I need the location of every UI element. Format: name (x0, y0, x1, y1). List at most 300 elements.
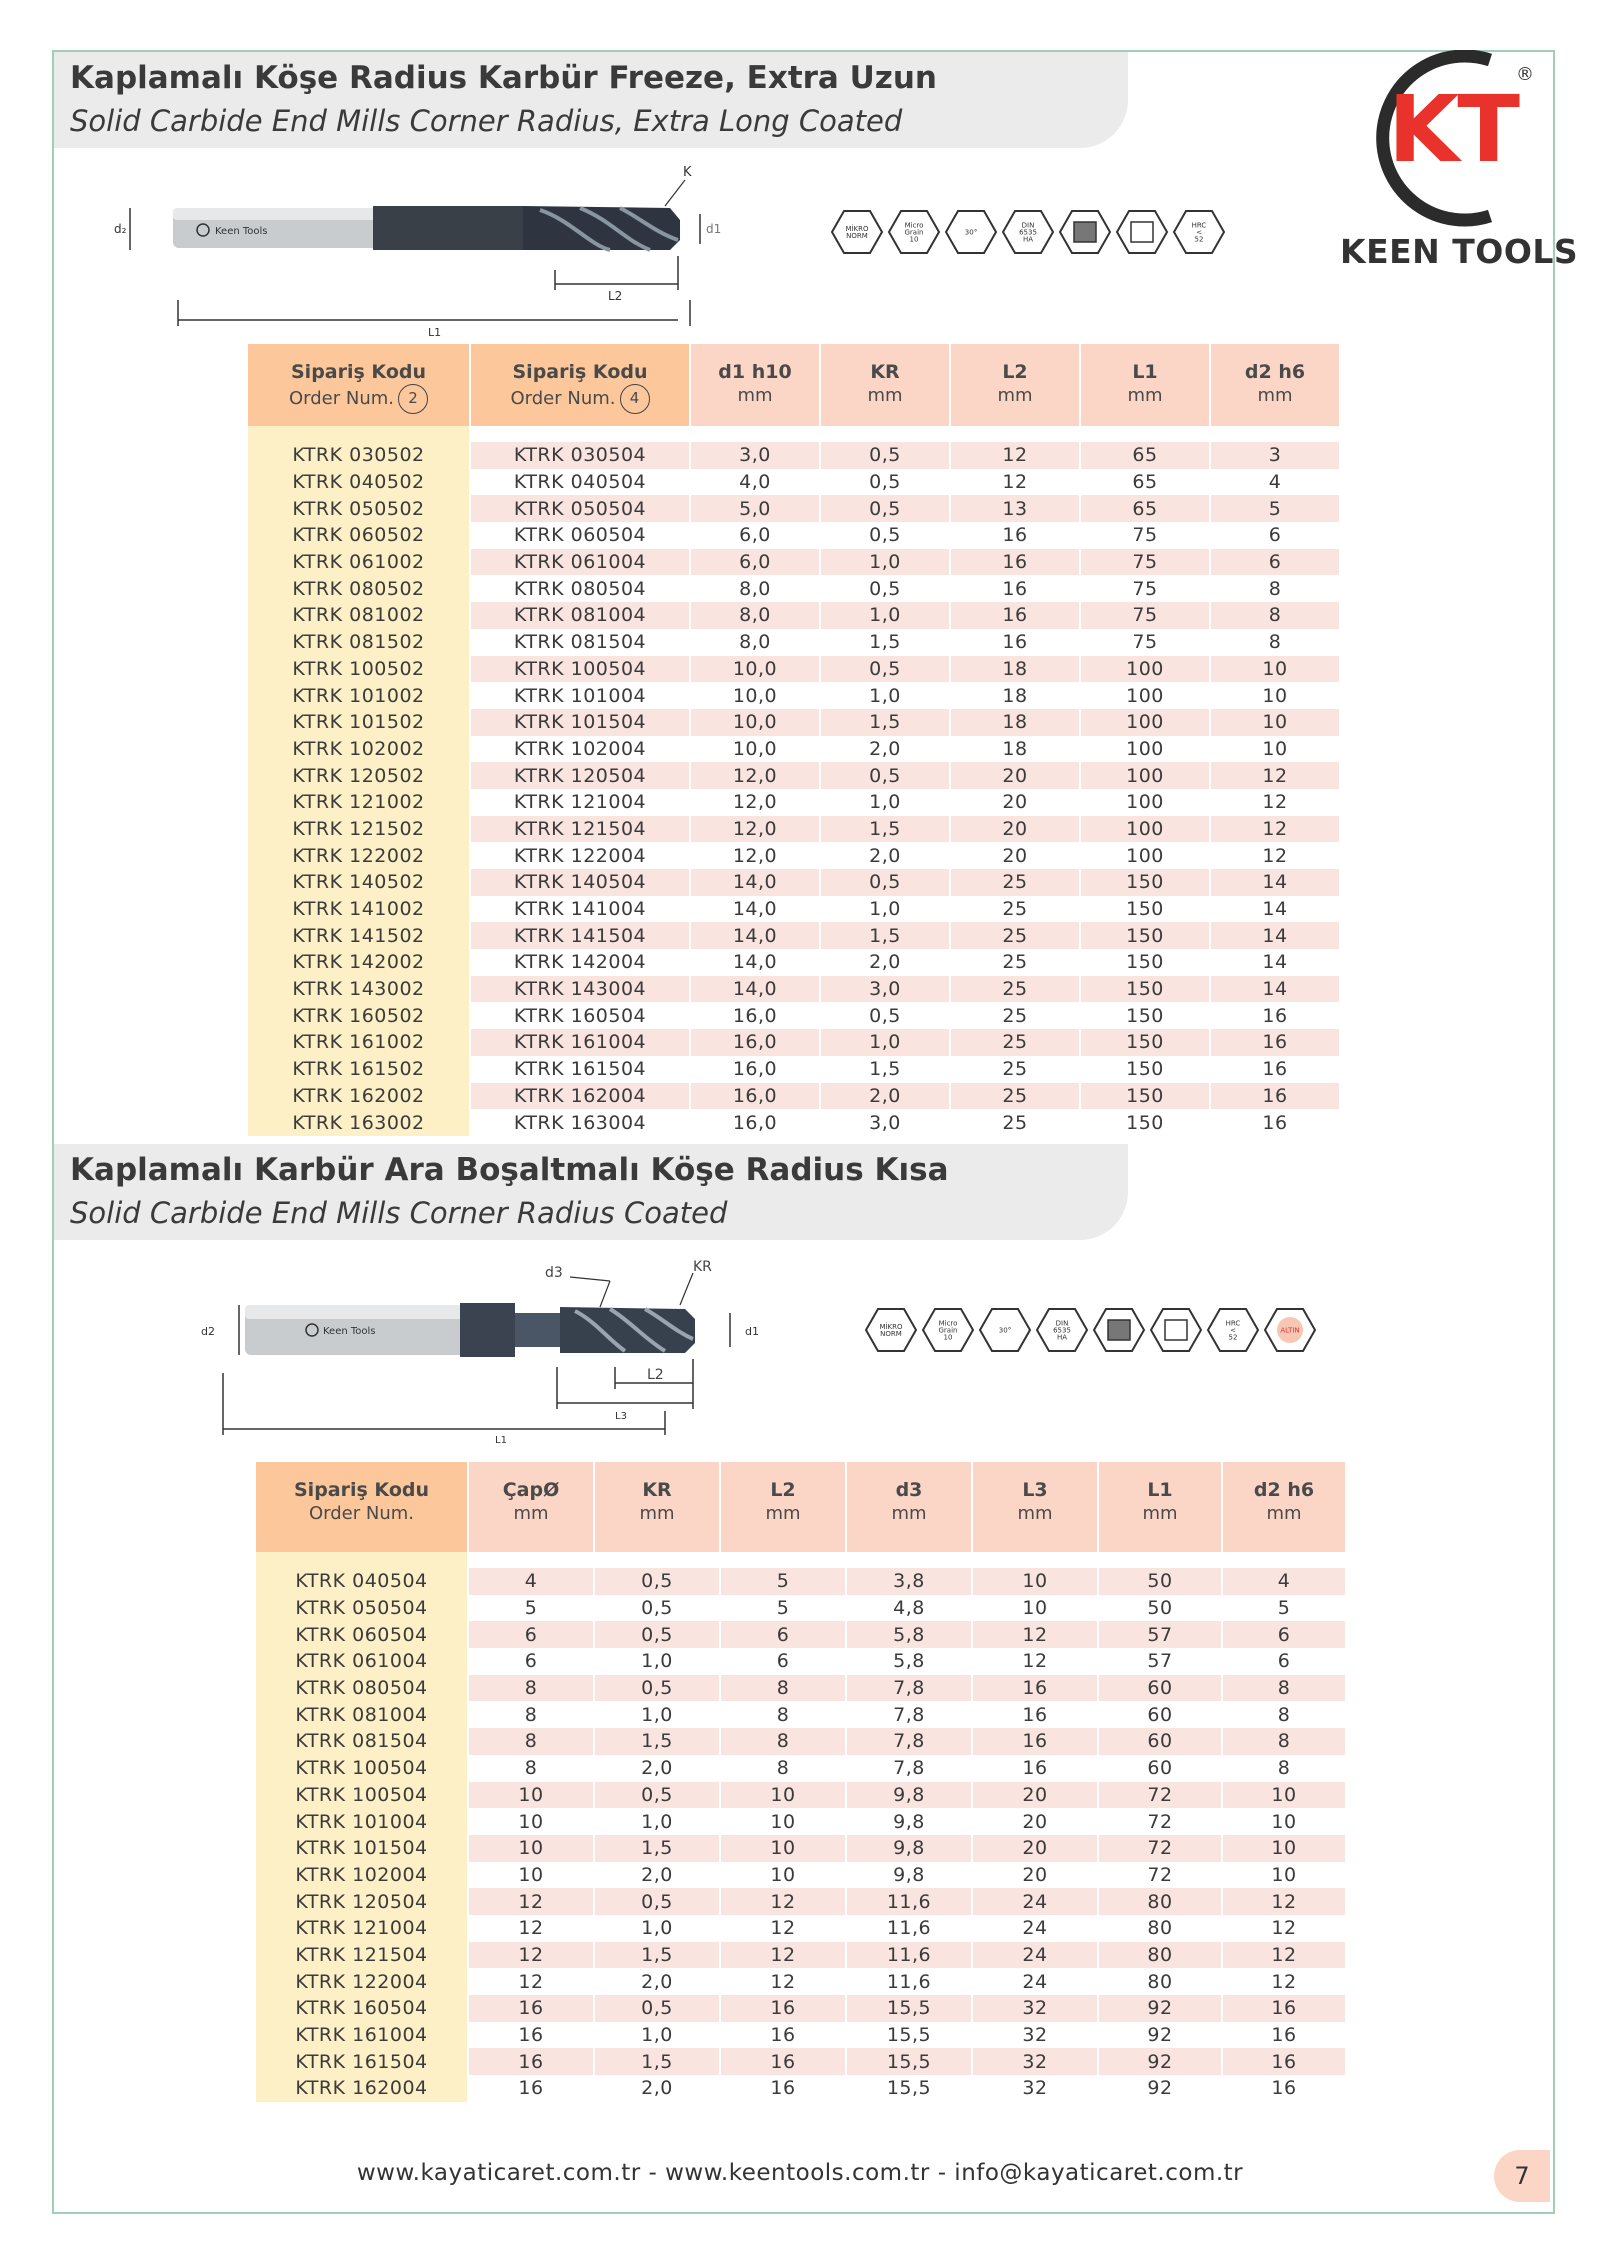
column-header-sub: mm (737, 385, 773, 406)
section1-title-en: Solid Carbide End Mills Corner Radius, Extra Long Coated (70, 104, 903, 138)
table-cell: 5,8 (846, 1621, 972, 1648)
column-header (950, 344, 1080, 426)
column-header-sub: mm (1017, 1503, 1053, 1524)
table-cell: 80 (1098, 1968, 1222, 1995)
table-cell: 25 (950, 1029, 1080, 1056)
page-number: 7 (1494, 2150, 1550, 2202)
table-cell: KTRK 060504 (470, 522, 690, 549)
table-cell: KTRK 141502 (248, 922, 470, 949)
table-cell: KTRK 100502 (248, 656, 470, 683)
table-cell: KTRK 061002 (248, 549, 470, 576)
table-cell: KTRK 101004 (256, 1808, 468, 1835)
table-row (256, 1968, 1346, 1995)
section2-title-tr: Kaplamalı Karbür Ara Boşaltmalı Köşe Radius Kısa (70, 1152, 949, 1188)
table-cell: 10 (468, 1782, 594, 1809)
table-row (256, 1995, 1346, 2022)
table-row (256, 1782, 1346, 1809)
column-header-unit (595, 1502, 719, 1526)
table-cell: 25 (950, 1002, 1080, 1029)
table-cell: 100 (1080, 816, 1210, 843)
column-header-sub: mm (1127, 385, 1163, 406)
table-cell: 1,5 (820, 1056, 950, 1083)
table-cell: 10 (468, 1862, 594, 1889)
table-cell: KTRK 121504 (470, 816, 690, 843)
table-cell: 16 (1222, 2022, 1346, 2049)
table-row (248, 602, 1340, 629)
table-cell: 1,5 (594, 1942, 720, 1969)
feature-icon-label: 10 (909, 235, 919, 244)
table-cell: KTRK 160504 (470, 1002, 690, 1029)
registered-mark: ® (1516, 64, 1534, 85)
table-cell: 24 (972, 1968, 1098, 1995)
feature-icon-label: 6535 (1053, 1326, 1071, 1335)
table-row (256, 1808, 1346, 1835)
table-cell: 1,0 (820, 549, 950, 576)
feature-hexagon-icon (830, 208, 884, 256)
table-cell: 15,5 (846, 2022, 972, 2049)
section2-spec-table (256, 1462, 1347, 2102)
table-cell: 0,5 (594, 1888, 720, 1915)
section1-feature-icons (830, 208, 1226, 256)
table-cell: 8 (720, 1701, 846, 1728)
table-cell: 20 (972, 1862, 1098, 1889)
feature-icon-label: < (1196, 228, 1202, 237)
table-row (256, 1862, 1346, 1889)
table-cell: KTRK 040504 (470, 469, 690, 496)
table-cell: 32 (972, 1995, 1098, 2022)
table-cell: 14,0 (690, 976, 820, 1003)
label-d3: d3 (545, 1265, 563, 1281)
table-cell: 1,5 (820, 709, 950, 736)
table-cell: 1,0 (594, 1648, 720, 1675)
table-cell: 16 (720, 2048, 846, 2075)
table-cell: 92 (1098, 2048, 1222, 2075)
table-row (248, 949, 1340, 976)
table-cell: 25 (950, 1056, 1080, 1083)
table-cell: 1,0 (820, 602, 950, 629)
label-l3: L3 (615, 1411, 627, 1422)
table-cell: 8 (1222, 1755, 1346, 1782)
shank-text: Keen Tools (215, 226, 268, 237)
table-cell: 16 (972, 1755, 1098, 1782)
feature-hexagon-icon (1263, 1306, 1317, 1354)
table-cell: KTRK 121002 (248, 789, 470, 816)
table-row (256, 1915, 1346, 1942)
table-cell: KTRK 161004 (470, 1029, 690, 1056)
column-header-sub: mm (891, 1503, 927, 1524)
column-header-sub: mm (1257, 385, 1293, 406)
feature-hexagon-icon (864, 1306, 918, 1354)
table-cell: 10 (1210, 709, 1340, 736)
feature-icon-label: NORM (846, 232, 868, 240)
table-cell: 12 (1210, 789, 1340, 816)
table-cell: 100 (1080, 656, 1210, 683)
table-cell: 16 (950, 629, 1080, 656)
table-cell: 0,5 (820, 495, 950, 522)
table-row (256, 1728, 1346, 1755)
feature-icon-label: Grain (904, 228, 924, 237)
table-cell: 5 (1222, 1595, 1346, 1622)
table-cell: 14 (1210, 949, 1340, 976)
table-cell: 3,0 (820, 1109, 950, 1136)
table-cell: 12 (972, 1621, 1098, 1648)
table-cell: 10,0 (690, 682, 820, 709)
table-cell: 2,0 (820, 949, 950, 976)
column-header-label: L1 (1132, 361, 1158, 383)
table-cell: 72 (1098, 1808, 1222, 1835)
table-cell: 12 (972, 1648, 1098, 1675)
table-cell: KTRK 161504 (256, 2048, 468, 2075)
table-cell: KTRK 101504 (470, 709, 690, 736)
table-row (256, 1835, 1346, 1862)
table-cell: KTRK 060504 (256, 1621, 468, 1648)
table-cell: 92 (1098, 2022, 1222, 2049)
table-cell: 100 (1080, 789, 1210, 816)
table-cell: KTRK 141002 (248, 896, 470, 923)
table-cell: 2,0 (820, 1083, 950, 1110)
table-cell: 12 (468, 1968, 594, 1995)
table-cell: 20 (972, 1835, 1098, 1862)
table-row (248, 575, 1340, 602)
table-cell: 16 (720, 2022, 846, 2049)
feature-hexagon-icon (1149, 1306, 1203, 1354)
section1-title-band (54, 52, 1128, 148)
table-row (248, 869, 1340, 896)
table-cell: 12 (1222, 1968, 1346, 1995)
table-cell: 80 (1098, 1942, 1222, 1969)
table-cell: 11,6 (846, 1915, 972, 1942)
table-cell: KTRK 081504 (256, 1728, 468, 1755)
column-header-unit (973, 1502, 1097, 1526)
table-cell: KTRK 081502 (248, 629, 470, 656)
table-cell: 1,0 (594, 1915, 720, 1942)
table-cell: 9,8 (846, 1862, 972, 1889)
table-row (256, 1701, 1346, 1728)
label-k: K (683, 165, 692, 180)
table-cell: KTRK 080504 (470, 575, 690, 602)
column-header-label: Sipariş Kodu (291, 361, 426, 383)
feature-hexagon-icon (887, 208, 941, 256)
section1-tool-drawing (110, 160, 750, 340)
table-cell: 6 (1222, 1621, 1346, 1648)
table-cell: KTRK 122004 (256, 1968, 468, 1995)
table-cell: 8 (1210, 629, 1340, 656)
table-cell: 8,0 (690, 602, 820, 629)
table-cell: KTRK 101004 (470, 682, 690, 709)
feature-icon-label: Micro (904, 221, 924, 230)
table-cell: KTRK 161004 (256, 2022, 468, 2049)
feature-icon-label: HA (1022, 235, 1034, 244)
column-header-sub: Order Num. (308, 1503, 414, 1524)
table-row (256, 1621, 1346, 1648)
table-cell: KTRK 100504 (256, 1782, 468, 1809)
table-cell: 11,6 (846, 1888, 972, 1915)
table-cell: 4 (1222, 1568, 1346, 1595)
table-cell: KTRK 162004 (470, 1083, 690, 1110)
column-header-label: d3 (895, 1479, 923, 1501)
table-cell: 16 (468, 1995, 594, 2022)
table-row (248, 442, 1340, 469)
table-cell: 7,8 (846, 1755, 972, 1782)
table-cell: 7,8 (846, 1675, 972, 1702)
table-cell: KTRK 161502 (248, 1056, 470, 1083)
table-cell: 16,0 (690, 1029, 820, 1056)
column-header-unit (248, 384, 469, 414)
table-cell: 150 (1080, 1083, 1210, 1110)
column-header (248, 344, 470, 426)
keen-tools-logo (1340, 50, 1579, 280)
table-cell: 150 (1080, 1002, 1210, 1029)
section2-title-band (54, 1144, 1128, 1240)
table-cell: 10,0 (690, 656, 820, 683)
table-cell: 7,8 (846, 1701, 972, 1728)
table-cell: KTRK 140502 (248, 869, 470, 896)
table-cell: 14,0 (690, 896, 820, 923)
column-header-sub: Order Num. (510, 388, 616, 409)
table-cell: 8 (720, 1755, 846, 1782)
shank-text-2: Keen Tools (323, 1326, 376, 1337)
column-header-label: L3 (1022, 1479, 1048, 1501)
table-cell: 57 (1098, 1648, 1222, 1675)
table-cell: 4 (468, 1568, 594, 1595)
feature-hexagon-icon (1058, 208, 1112, 256)
table-cell: 18 (950, 709, 1080, 736)
section1-title-tr: Kaplamalı Köşe Radius Karbür Freeze, Extra Uzun (70, 60, 937, 96)
table-cell: 100 (1080, 682, 1210, 709)
table-cell: 4,8 (846, 1595, 972, 1622)
table-row (248, 842, 1340, 869)
table-cell: KTRK 081002 (248, 602, 470, 629)
table-cell: 60 (1098, 1728, 1222, 1755)
table-cell: 12 (720, 1942, 846, 1969)
table-cell: 16 (950, 575, 1080, 602)
table-row (256, 2048, 1346, 2075)
table-cell: 6 (1222, 1648, 1346, 1675)
table-cell: 1,0 (820, 896, 950, 923)
table-cell: KTRK 120502 (248, 762, 470, 789)
table-row (248, 522, 1340, 549)
table-cell: KTRK 050502 (248, 495, 470, 522)
footer-contact: www.kayaticaret.com.tr - www.keentools.com.tr - info@kayaticaret.com.tr (356, 2160, 1244, 2186)
feature-icon-label: ALTIN (1280, 1326, 1300, 1335)
table-row (248, 469, 1340, 496)
table-cell: 16 (1210, 1002, 1340, 1029)
table-cell: 20 (950, 762, 1080, 789)
table-cell: KTRK 101504 (256, 1835, 468, 1862)
table-cell: KTRK 081004 (470, 602, 690, 629)
table-cell: 1,5 (594, 1728, 720, 1755)
feature-icon-label: 10 (943, 1333, 953, 1342)
column-header-unit (1223, 1502, 1345, 1526)
table-cell: 25 (950, 1109, 1080, 1136)
table-cell: KTRK 143004 (470, 976, 690, 1003)
table-cell: 14 (1210, 896, 1340, 923)
table-cell: KTRK 102004 (256, 1862, 468, 1889)
table-cell: KTRK 080502 (248, 575, 470, 602)
table-cell: 2,0 (594, 2075, 720, 2102)
table-cell: KTRK 160504 (256, 1995, 468, 2022)
column-header-unit (256, 1502, 467, 1526)
label-d2: d₂ (114, 222, 127, 236)
table-row (248, 1109, 1340, 1136)
label-d1: d1 (706, 222, 722, 236)
label-l1: L1 (428, 326, 442, 339)
table-cell: 10 (720, 1862, 846, 1889)
table-cell: 16 (468, 2022, 594, 2049)
table-row (248, 736, 1340, 763)
table-row (248, 922, 1340, 949)
table-cell: 15,5 (846, 2075, 972, 2102)
table-cell: 0,5 (820, 575, 950, 602)
feature-hexagon-icon (921, 1306, 975, 1354)
table-cell: KTRK 121004 (470, 789, 690, 816)
table-cell: 0,5 (594, 1595, 720, 1622)
table-cell: 80 (1098, 1915, 1222, 1942)
table-cell: 0,5 (820, 442, 950, 469)
column-header-unit (1099, 1502, 1221, 1526)
section1-spec-table (248, 344, 1341, 1136)
column-header-unit (469, 1502, 593, 1526)
table-cell: 24 (972, 1915, 1098, 1942)
table-cell: KTRK 121502 (248, 816, 470, 843)
table-cell: 100 (1080, 842, 1210, 869)
table-row (256, 1595, 1346, 1622)
table-cell: 10 (720, 1808, 846, 1835)
column-header-sub: Order Num. (288, 388, 394, 409)
table-cell: 12 (950, 442, 1080, 469)
table-cell: KTRK 122004 (470, 842, 690, 869)
table-cell: 1,5 (820, 816, 950, 843)
table-cell: 25 (950, 869, 1080, 896)
table-cell: 12 (468, 1915, 594, 1942)
table-cell: 8 (1222, 1675, 1346, 1702)
table-cell: 14,0 (690, 869, 820, 896)
table-row (256, 1755, 1346, 1782)
table-cell: 8 (1222, 1701, 1346, 1728)
feature-icon-label: DIN (1055, 1319, 1069, 1328)
column-header-sub: mm (513, 1503, 549, 1524)
table-cell: KTRK 121004 (256, 1915, 468, 1942)
table-cell: 8 (720, 1675, 846, 1702)
table-cell: 25 (950, 976, 1080, 1003)
column-header-unit (721, 1502, 845, 1526)
table-cell: 1,0 (820, 789, 950, 816)
table-cell: KTRK 163004 (470, 1109, 690, 1136)
table-cell: 150 (1080, 869, 1210, 896)
table-cell: 20 (972, 1782, 1098, 1809)
feature-icon-label: 6535 (1019, 228, 1037, 237)
table-cell: 3,8 (846, 1568, 972, 1595)
table-cell: 75 (1080, 549, 1210, 576)
table-cell: 10 (1222, 1808, 1346, 1835)
table-cell: 100 (1080, 736, 1210, 763)
table-cell: 92 (1098, 1995, 1222, 2022)
table-cell: 10 (972, 1568, 1098, 1595)
table-cell: KTRK 030502 (248, 442, 470, 469)
table-cell: 8 (468, 1675, 594, 1702)
feature-icon-label: MİKRO (879, 1323, 903, 1331)
column-header (972, 1462, 1098, 1552)
table-cell: 16 (950, 522, 1080, 549)
table-cell: 16 (972, 1701, 1098, 1728)
table-cell: 16 (468, 2075, 594, 2102)
table-cell: 65 (1080, 469, 1210, 496)
table-cell: 25 (950, 896, 1080, 923)
table-cell: 12 (950, 469, 1080, 496)
column-header-unit (847, 1502, 971, 1526)
table-cell: 10 (972, 1595, 1098, 1622)
table-cell: 1,0 (820, 1029, 950, 1056)
label-d2-2: d2 (201, 1325, 215, 1338)
logo-mark: KT (1388, 76, 1519, 183)
label-l2: L2 (608, 289, 623, 303)
table-cell: 20 (972, 1808, 1098, 1835)
table-cell: 16 (972, 1728, 1098, 1755)
table-cell: 6 (468, 1648, 594, 1675)
table-cell: 25 (950, 949, 1080, 976)
table-cell: 16 (1210, 1109, 1340, 1136)
table-row (256, 1942, 1346, 1969)
column-header-unit (1081, 384, 1209, 408)
column-header (846, 1462, 972, 1552)
column-header-sub: mm (997, 385, 1033, 406)
table-cell: 14,0 (690, 922, 820, 949)
table-cell: 60 (1098, 1755, 1222, 1782)
feature-hexagon-icon (1172, 208, 1226, 256)
table-cell: KTRK 060502 (248, 522, 470, 549)
table-cell: 1,0 (594, 1701, 720, 1728)
table-cell: 14 (1210, 922, 1340, 949)
table-cell: 5,0 (690, 495, 820, 522)
table-cell: 150 (1080, 1109, 1210, 1136)
table-cell: KTRK 140504 (470, 869, 690, 896)
table-cell: 150 (1080, 896, 1210, 923)
table-cell: 8 (468, 1728, 594, 1755)
table-cell: 11,6 (846, 1942, 972, 1969)
table-cell: KTRK 163002 (248, 1109, 470, 1136)
table-cell: 10,0 (690, 709, 820, 736)
table-cell: 0,5 (820, 522, 950, 549)
table-cell: 32 (972, 2022, 1098, 2049)
table-cell: 0,5 (594, 1621, 720, 1648)
column-header-label: Sipariş Kodu (512, 361, 648, 383)
table-cell: 8 (1210, 602, 1340, 629)
table-row (256, 1648, 1346, 1675)
table-cell: KTRK 142002 (248, 949, 470, 976)
table-cell: 16 (468, 2048, 594, 2075)
table-cell: 6 (720, 1621, 846, 1648)
label-d1-2: d1 (745, 1325, 759, 1338)
table-row (248, 816, 1340, 843)
table-cell: 20 (950, 816, 1080, 843)
table-cell: 12 (1222, 1915, 1346, 1942)
column-header (256, 1462, 468, 1552)
table-cell: KTRK 081504 (470, 629, 690, 656)
section2-feature-icons (864, 1306, 1317, 1354)
column-header-unit (1211, 384, 1339, 408)
table-row (248, 1056, 1340, 1083)
table-cell: 20 (950, 789, 1080, 816)
column-header-sub: mm (639, 1503, 675, 1524)
table-cell: 2,0 (594, 1968, 720, 1995)
section2-tool-drawing (195, 1255, 775, 1445)
column-header (594, 1462, 720, 1552)
table-cell: 10 (1222, 1782, 1346, 1809)
table-cell: 50 (1098, 1568, 1222, 1595)
table-cell: 2,0 (594, 1862, 720, 1889)
table-cell: 10 (1210, 656, 1340, 683)
table-cell: 11,6 (846, 1968, 972, 1995)
